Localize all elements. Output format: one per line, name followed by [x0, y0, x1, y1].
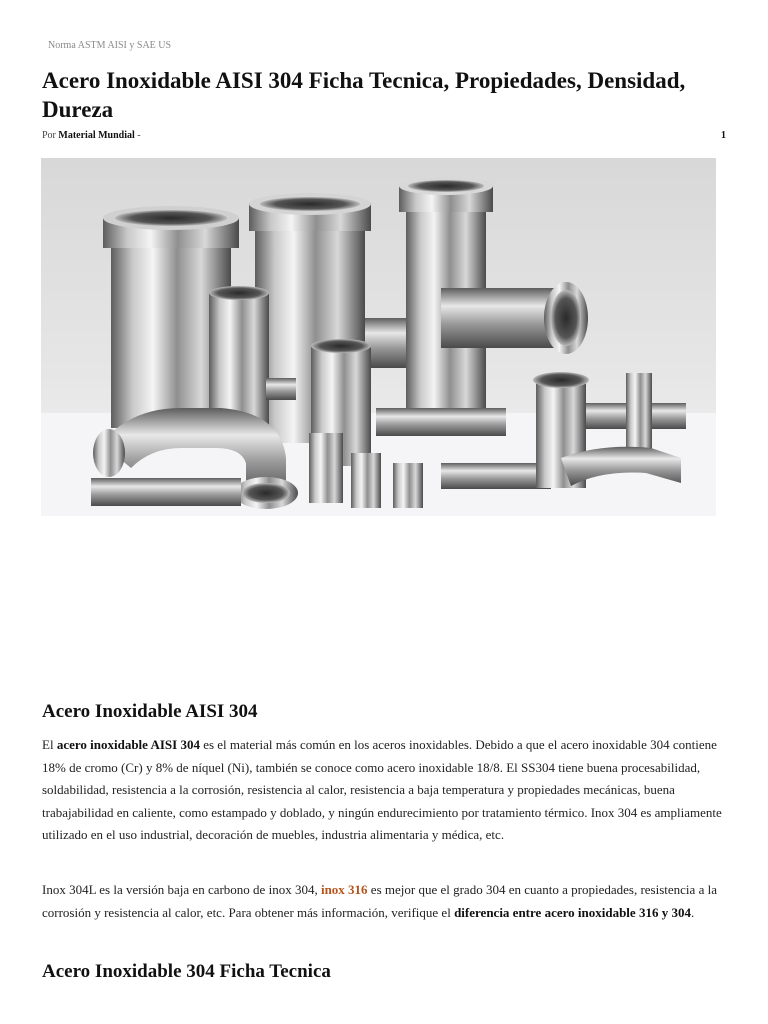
p2-text-1: Inox 304L es la versión baja en carbono de inox 304,	[42, 882, 321, 897]
hero-image	[41, 158, 716, 516]
author-link[interactable]: Material Mundial	[58, 130, 135, 141]
pipe-fittings-illustration	[41, 158, 716, 516]
p1-text-1: El	[42, 737, 57, 752]
byline-separator: -	[137, 130, 141, 141]
paragraph-304l	[42, 879, 726, 924]
p2-text-2: es mejor que el grado 304 en cuanto a propiedades, resistencia a la corrosión y resistencia al calor, etc. Para obtener más información, verifique el	[42, 882, 717, 920]
comment-count-link[interactable]: 1	[721, 130, 726, 141]
difference-316-304-link[interactable]: diferencia entre acero inoxidable 316 y 304	[454, 904, 691, 920]
p1-bold-term: acero inoxidable AISI 304	[56, 737, 200, 752]
breadcrumb-category-link[interactable]: Norma ASTM AISI y SAE US	[48, 40, 172, 51]
article-title: Acero Inoxidable AISI 304 Ficha Tecnica, Propiedades, Densidad, Dureza	[42, 68, 686, 122]
p1-text-2: es el material más común en los aceros inoxidables. Debido a que el acero inoxidable 304 contiene 18% de cromo (Cr) y 8% de níquel (Ni), también se conoce como acero inoxidable 18/8. El SS304 tiene buena procesabilidad, soldabilidad, resistencia a la corrosión, resistencia al calor, resistencia a baja temperatura y propiedades mecánicas, buena trabajabilidad en caliente, como estampado y doblado, y ningún endurecimiento por tratamiento térmico. Inox 304 es ampliamente utilizado en el uso industrial, decoración de muebles, industria alimentaria y médica, etc.	[42, 737, 722, 842]
inox-316-link[interactable]: inox 316	[320, 882, 368, 897]
section-heading-ficha-tecnica: Acero Inoxidable 304 Ficha Tecnica	[42, 961, 331, 982]
byline-prefix: Por	[42, 130, 56, 141]
paragraph-intro	[42, 734, 726, 847]
section-heading-aisi-304: Acero Inoxidable AISI 304	[42, 701, 258, 722]
byline	[42, 130, 141, 141]
p2-text-3: .	[690, 904, 695, 920]
